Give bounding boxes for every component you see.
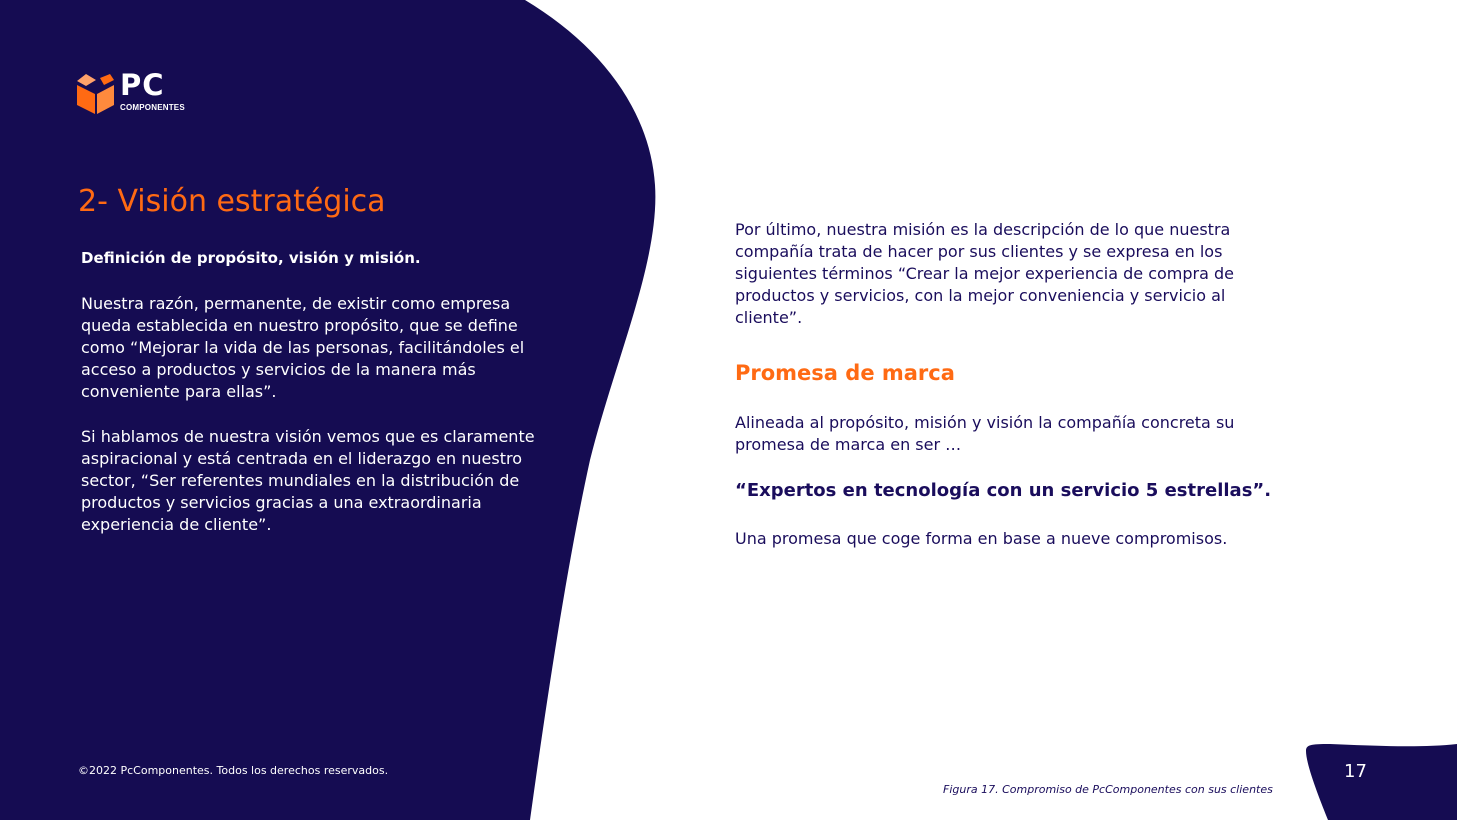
box-icon: [76, 74, 116, 116]
navy-left-panel: [0, 0, 655, 820]
vision-paragraph: Si hablamos de nuestra visión vemos que es claramente aspiracional y está centrada en el liderazgo en nuestro sector, “Ser referentes mundiales en la distribución de productos y servicios gracias a una extraordinaria experiencia de cliente”.: [81, 427, 535, 534]
page-number: 17: [1344, 761, 1367, 782]
section-title: 2- Visión estratégica: [78, 184, 386, 219]
figure-caption: Figura 17. Compromiso de PcComponentes con sus clientes: [943, 783, 1273, 796]
logo-subtext: COMPONENTES: [120, 103, 185, 112]
mission-paragraph: Por último, nuestra misión es la descripción de lo que nuestra compañía trata de hacer por sus clientes y se expresa en los siguientes términos “Crear la mejor experiencia de compra de productos y servicios, con la mejor conveniencia y servicio al cliente”.: [735, 220, 1234, 327]
copyright-footer: ©2022 PcComponentes. Todos los derechos reservados.: [78, 764, 389, 777]
commitments-paragraph: Una promesa que coge forma en base a nueve compromisos.: [735, 529, 1228, 548]
logo-wordmark: PC: [120, 68, 165, 102]
pccomponentes-logo: [76, 68, 206, 116]
brand-promise-quote: “Expertos en tecnología con un servicio 5 estrellas”.: [735, 480, 1272, 501]
section-subtitle: Definición de propósito, visión y misión.: [81, 249, 421, 267]
purpose-paragraph: Nuestra razón, permanente, de existir como empresa queda establecida en nuestro propósito, que se define como “Mejorar la vida de las personas, facilitándoles el acceso a productos y servicios de la manera más conveniente para ellas”.: [81, 294, 525, 401]
brand-promise-heading: Promesa de marca: [735, 361, 955, 385]
navy-page-tab: [1306, 744, 1457, 820]
promise-intro-paragraph: Alineada al propósito, misión y visión la compañía concreta su promesa de marca en ser …: [735, 413, 1235, 454]
